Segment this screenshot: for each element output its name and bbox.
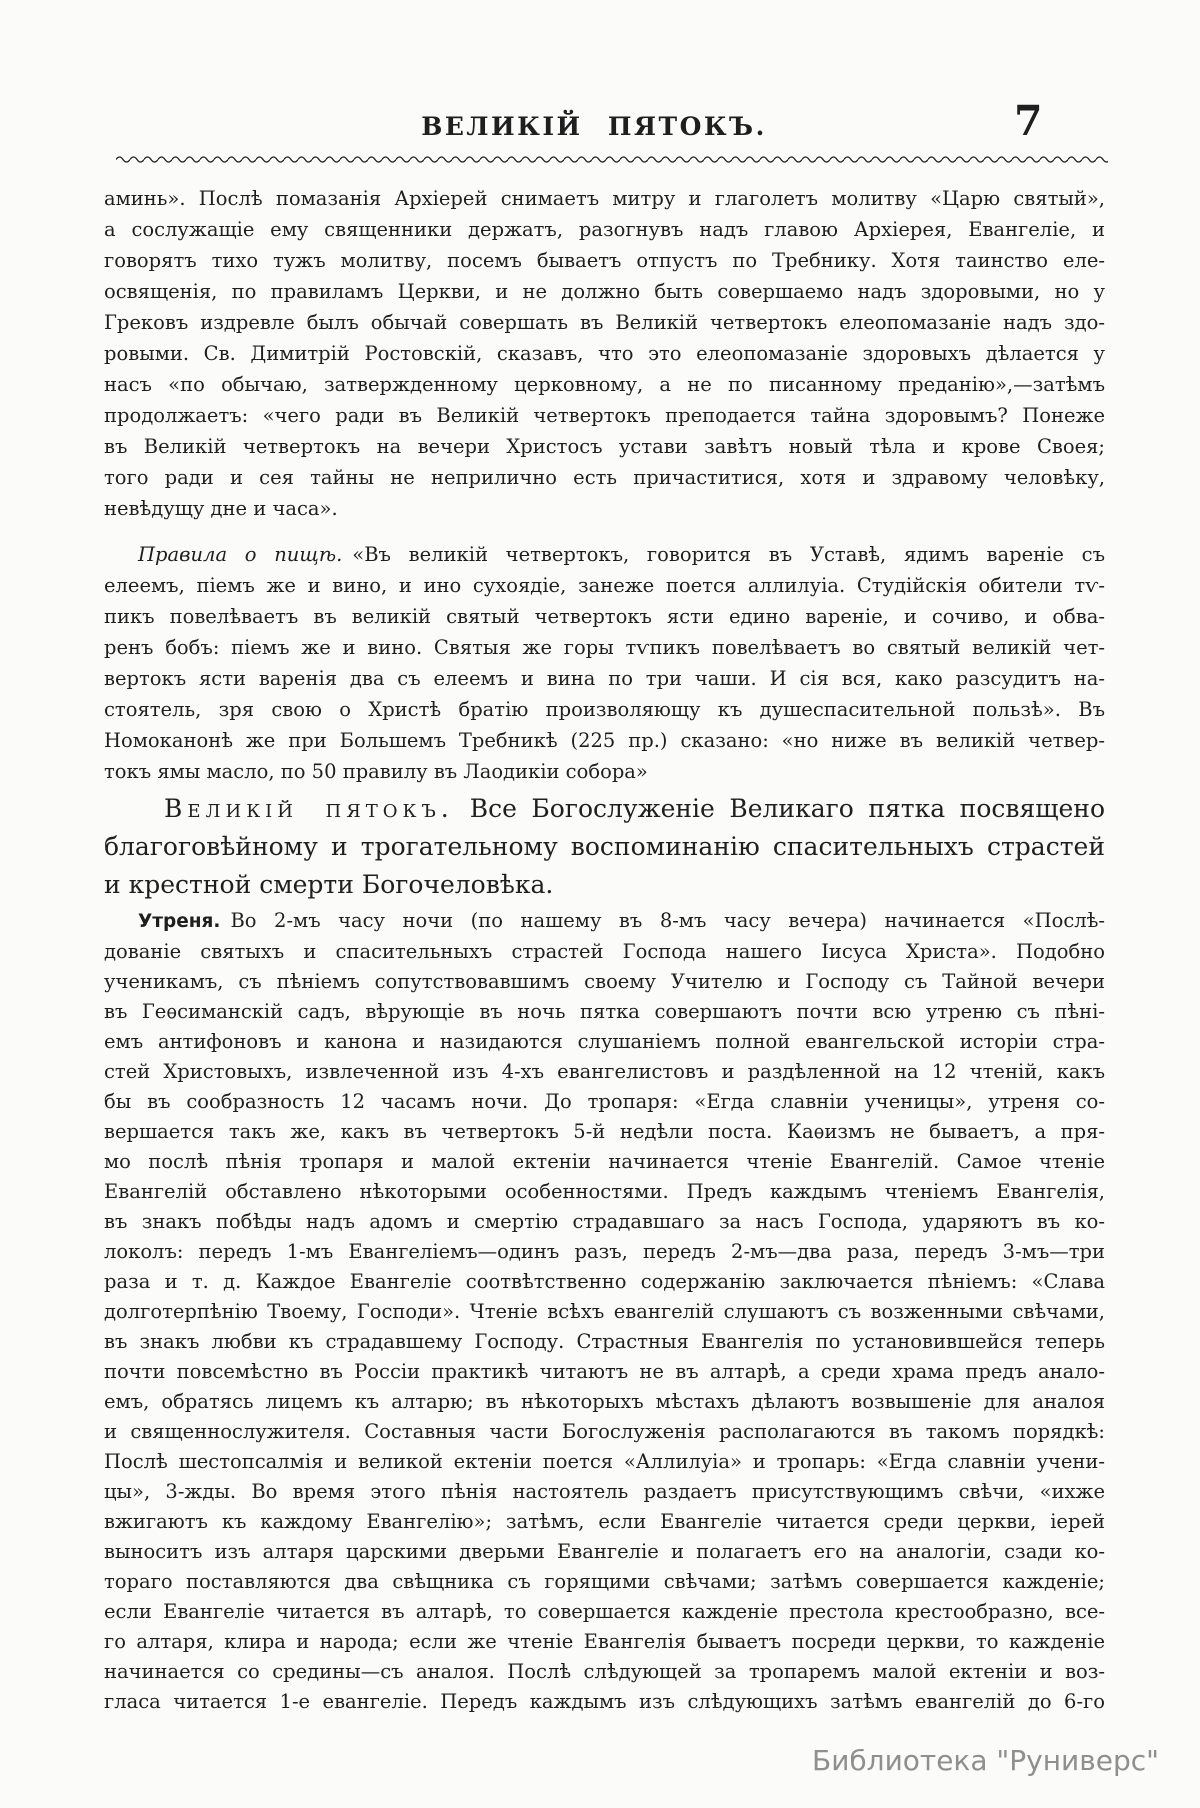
text-line: насъ «по обычаю, затвержденному церковному, а не по писанному преданію»,—затѣмъ xyxy=(104,373,1105,396)
text-line: ровыми. Св. Димитрій Ростовскій, сказавъ, что это елеопомазаніе здоровыхъ дѣлается у xyxy=(104,342,1105,365)
text-line: елеемъ, піемъ же и вино, и ино сухоядіе, занеже поется аллилуіа. Студійскія обители тѵ- xyxy=(104,574,1105,597)
paragraph-food-rules xyxy=(104,539,1105,787)
text-line: ренъ бобъ: піемъ же и вино. Святыя же горы тѵпикъ повелѣваетъ во святый великій чет- xyxy=(104,636,1105,659)
text-line: гласа читается 1-е евангеліе. Передъ каждымъ изъ слѣдующихъ затѣмъ евангелій до 6-го xyxy=(104,1690,1105,1713)
text-line: говорятъ тихо тужъ молитву, посемъ бываетъ отпустъ по Требнику. Хотя таинство еле- xyxy=(104,249,1105,272)
wavy-rule-fill xyxy=(116,152,1108,163)
text-run: «Въ великій четвертокъ, говорится въ Уставѣ, ядимъ вареніе съ xyxy=(352,543,1105,566)
text-line xyxy=(104,790,1105,828)
paragraph-lead-matins: Утреня. xyxy=(138,911,221,932)
text-line: раза и т. д. Каждое Евангеліе соотвѣтственно содержанію заключается пѣніемъ: «Слава xyxy=(104,1270,1105,1293)
text-line: въ Великій четвертокъ на вечери Христосъ устави завѣтъ новый тѣла и крове Своея; xyxy=(104,435,1105,458)
library-watermark: Библиотека "Руниверс" xyxy=(812,1744,1160,1777)
text-line: въ знакъ побѣды надъ адомъ и смертію страдавшаго за насъ Господа, ударяютъ въ ко- xyxy=(104,1210,1105,1233)
text-line: того ради и сея тайны не неприлично есть причаститися, хотя и здравому человѣку, xyxy=(104,466,1105,489)
paragraph-matins xyxy=(104,906,1105,1717)
text-line: емъ антифоновъ и канона и назидаются слушаніемъ полной евангельской исторіи стра- xyxy=(104,1030,1105,1053)
text-line xyxy=(104,906,1105,937)
text-line: цы», 3-жды. Во время этого пѣнія настоятель раздаетъ присутствующимъ свѣчи, «ихже xyxy=(104,1480,1105,1503)
paragraph-lead-good-friday: Великій пятокъ. xyxy=(164,794,454,823)
text-line: въ Геѳсиманскій садъ, вѣрующіе въ ночь пятка совершаютъ почти всю утреню съ пѣні- xyxy=(104,1000,1105,1023)
text-line: Номоканонѣ же при Большемъ Требникѣ (225 пр.) сказано: «но ниже въ великій четвер- xyxy=(104,729,1105,752)
text-line: начинается со средины—съ аналоя. Послѣ слѣдующей за тропаремъ малой ектеніи и воз- xyxy=(104,1660,1105,1683)
text-line: ученикамъ, съ пѣніемъ сопутствовавшимъ своему Учителю и Господу съ Тайной вечери xyxy=(104,970,1105,993)
text-run: Во 2-мъ часу ночи (по нашему въ 8-мъ часу вечера) начинается «Послѣ- xyxy=(230,909,1105,932)
text-line: Послѣ шестопсалмія и великой ектеніи поется «Аллилуіа» и тропарь: «Егда славніи учени- xyxy=(104,1450,1105,1473)
text-line: го алтаря, клира и народа; если же чтеніе Евангелія бываетъ посреди церкви, то кажденіе xyxy=(104,1630,1105,1653)
text-line: пикъ повелѣваетъ въ великій святый четвертокъ ясти едино вареніе, и сочиво, и обва- xyxy=(104,605,1105,628)
paragraph-anointing xyxy=(104,183,1105,524)
paragraph-good-friday-lines xyxy=(104,828,1105,904)
text-line: стоятель, зря свою о Христѣ братію произволяющу къ душеспасительной пользѣ». Въ xyxy=(104,698,1105,721)
text-line: тораго поставляются два свѣщника съ горящими свѣчами; затѣмъ совершается кажденіе; xyxy=(104,1570,1105,1593)
text-line: благоговѣйному и трогательному воспоминанію спасительныхъ страстей xyxy=(104,832,1105,861)
page-number: 7 xyxy=(1014,97,1043,145)
page-title: ВЕЛИКІЙ ПЯТОКЪ. xyxy=(421,112,767,141)
text-line: и крестной смерти Богочеловѣка. xyxy=(104,870,554,899)
paragraph-food-rules-lines xyxy=(104,570,1105,787)
text-line: мо послѣ пѣнія тропаря и малой ектеніи начинается чтеніе Евангелій. Самое чтеніе xyxy=(104,1150,1105,1173)
paragraph-matins-lines xyxy=(104,937,1105,1717)
text-line: освященія, по правиламъ Церкви, и не должно быть совершаемо надъ здоровыми, но у xyxy=(104,280,1105,303)
text-line: въ знакъ любви къ страдавшему Господу. Страстныя Евангелія по установившейся теперь xyxy=(104,1330,1105,1353)
paragraph-lead-food-rules: Правила о пищѣ. xyxy=(138,543,343,566)
text-line: Евангелій обставлено нѣкоторыми особенностями. Предъ каждымъ чтеніемъ Евангелія, xyxy=(104,1180,1105,1203)
text-column xyxy=(104,183,1105,1717)
paragraph-good-friday-heading xyxy=(104,790,1105,904)
text-run: Все Богослуженіе Великаго пятка посвящено xyxy=(469,794,1105,823)
text-line: невѣдущу дне и часа». xyxy=(104,497,338,520)
text-line: бы въ сообразность 12 часамъ ночи. До тропаря: «Егда славніи ученицы», утреня со- xyxy=(104,1090,1105,1113)
text-line: дованіе святыхъ и спасительныхъ страстей Господа нашего Іисуса Христа». Подобно xyxy=(104,940,1105,963)
text-line xyxy=(104,539,1105,570)
text-line: долготерпѣнію Твоему, Господи». Чтеніе всѣхъ евангелій слушаютъ съ возженными свѣчами, xyxy=(104,1300,1105,1323)
text-line: вертокъ ясти варенія два съ елеемъ и вина по три чаши. И сія вся, како разсудитъ на- xyxy=(104,667,1105,690)
wavy-rule-divider xyxy=(116,152,1108,163)
text-line: локолъ: передъ 1-мъ Евангеліемъ—одинъ разъ, передъ 2-мъ—два раза, передъ 3-мъ—три xyxy=(104,1240,1105,1263)
text-line: Грековъ издревле былъ обычай совершать въ Великій четвертокъ елеопомазаніе надъ здо- xyxy=(104,311,1105,334)
text-line: и священнослужителя. Составныя части Богослуженія располагаются въ такомъ порядкѣ: xyxy=(104,1420,1105,1443)
text-line: а сослужащіе ему священники держатъ, разогнувъ надъ главою Архіерея, Евангеліе, и xyxy=(104,218,1105,241)
text-line: аминь». Послѣ помазанія Архіерей снимаетъ митру и глаголетъ молитву «Царю святый», xyxy=(104,187,1105,210)
text-line: если Евангеліе читается въ алтарѣ, то совершается кажденіе престола крестообразно, все- xyxy=(104,1600,1105,1623)
text-line: вершается такъ же, какъ въ четвертокъ 5-й недѣли поста. Каѳизмъ не бываетъ, а пря- xyxy=(104,1120,1105,1143)
text-line: токъ ямы масло, по 50 правилу въ Лаодикіи собора» xyxy=(104,760,648,783)
text-line: почти повсемѣстно въ Россіи практикѣ читаютъ не въ алтарѣ, а среди храма предъ анало- xyxy=(104,1360,1105,1383)
text-line: стей Христовыхъ, извлеченной изъ 4-хъ евангелистовъ и раздѣленной на 12 чтеній, какъ xyxy=(104,1060,1105,1083)
text-line: емъ, обратясь лицемъ къ алтарю; въ нѣкоторыхъ мѣстахъ дѣлаютъ возвышеніе для аналоя xyxy=(104,1390,1105,1413)
text-line: продолжаетъ: «чего ради въ Великій четвертокъ преподается тайна здоровымъ? Понеже xyxy=(104,404,1105,427)
text-line: вжигаютъ къ каждому Евангелію»; затѣмъ, если Евангеліе читается среди церкви, іерей xyxy=(104,1510,1105,1533)
text-line: выноситъ изъ алтаря царскими дверьми Евангеліе и полагаетъ его на аналогіи, сзади ко- xyxy=(104,1540,1105,1563)
